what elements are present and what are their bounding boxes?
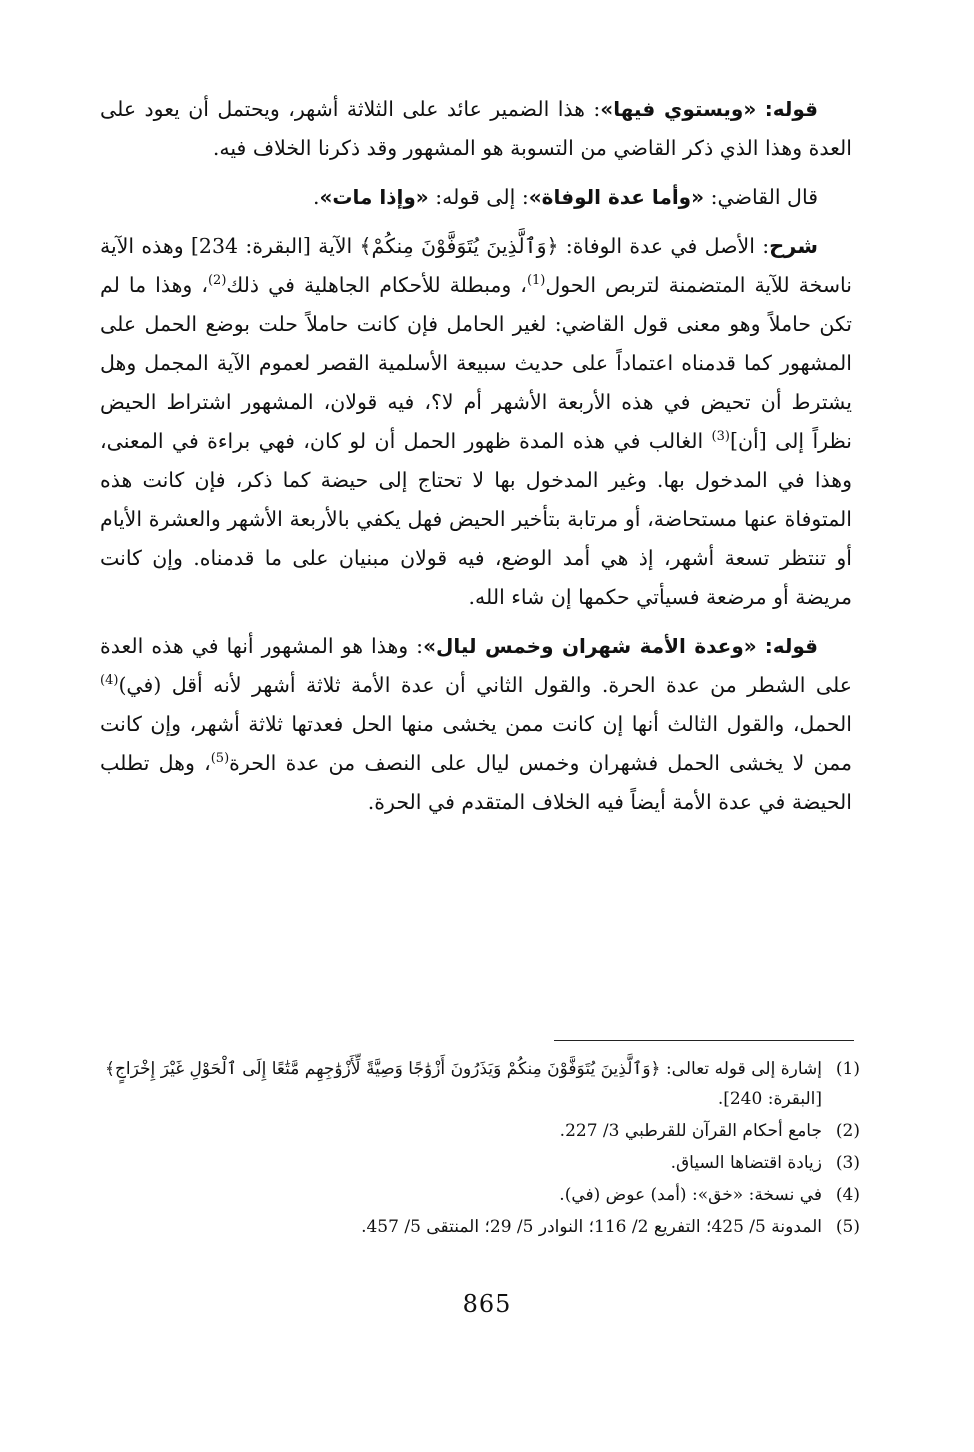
paragraph-3-text-4: الغالب في هذه المدة ظهور الحمل أن لو كان، فهي براءة في المعنى، وهذا في المدخول بها. وغير المدخول بها لا تحتاج إلى حيضة كما ذكر، فإن كانت هذه المتوفاة عنها مستحاضة، أو مرتابة بتأخير الحيض فهل يكفي بالأربعة الأشهر والعشرة الأيام أو تنتظر تسعة أشهر، إذ هي أمد الوضع، فيه قولان مبنيان على ما قدمناه. وإن كانت مريضة أو مرضعة فسيأتي حكمها إن شاء الله. [100, 429, 852, 609]
paragraph-4 [100, 627, 852, 822]
footnote-number: (3) [835, 1153, 860, 1173]
footnote-ref-1: (1) [526, 273, 546, 289]
footnote-ref-5: (5) [210, 751, 230, 767]
footnote-text: في نسخة: «خق»: (أمد) عوض (في). [559, 1185, 822, 1205]
footnote-4 [105, 1180, 860, 1210]
paragraph-1-quote: «ويستوي فيها» [600, 97, 757, 121]
paragraph-2-quote-1: «وأما عدة الوفاة» [528, 185, 705, 209]
footnote-text: المدونة 5/ 425؛ التفريع 2/ 116؛ النوادر 5/ 29؛ المنتقى 5/ 457. [361, 1217, 822, 1237]
footnote-5 [105, 1212, 860, 1242]
paragraph-1-text: : هذا الضمير عائد على الثلاثة أشهر، ويحتمل أن يعود على العدة وهذا الذي ذكر القاضي من التسوبة هو المشهور وقد ذكرنا الخلاف فيه. [100, 97, 852, 160]
footnote-3 [105, 1148, 860, 1178]
paragraph-4-quote: «وعدة الأمة شهران وخمس ليال» [423, 634, 757, 658]
paragraph-2 [100, 178, 852, 217]
paragraph-3-text-2: ، ومبطلة للأحكام الجاهلية في ذلك [226, 273, 527, 297]
paragraph-4-text-3: ، وهل تطلب الحيضة في عدة الأمة أيضاً فيه الخلاف المتقدم في الحرة. [100, 751, 852, 814]
paragraph-3-text-1: : الأصل في عدة الوفاة: ﴿وَٱلَّذِينَ يُتَوَفَّوْنَ مِنكُمْ﴾ الآية [البقرة: 234] وهذه الآية ناسخة للآية المتضمنة لتربص الحول [100, 234, 852, 297]
footnote-text: زيادة اقتضاها السياق. [670, 1153, 822, 1173]
paragraph-4-text-1: : وهذا هو المشهور أنها في هذه العدة على الشطر من عدة الحرة. والقول الثاني أن عدة الأمة ثلاثة أشهر لأنه أقل (في) [100, 634, 852, 697]
footnote-text: إشارة إلى قوله تعالى: ﴿وَٱلَّذِينَ يُتَوَفَّوْنَ مِنكُمْ وَيَذَرُونَ أَزْوَٰجًا وَصِيَّةً لِّأَزْوَٰجِهِم مَّتَٰعًا إِلَى ٱلْحَوْلِ غَيْرَ إِخْرَاجٍ﴾ [البقرة: 240]. [105, 1059, 822, 1109]
paragraph-3-label: شرح [769, 234, 818, 258]
page-number: 865 [462, 1290, 512, 1318]
footnote-ref-2: (2) [207, 273, 227, 289]
footnotes [105, 1054, 860, 1244]
footnote-number: (4) [835, 1185, 860, 1205]
footnote-2 [105, 1116, 860, 1146]
paragraph-2-post: . [312, 185, 320, 209]
footnote-number: (5) [835, 1217, 860, 1237]
paragraph-4-label: قوله: [764, 634, 818, 658]
paragraph-3-text-3: ، وهذا ما لم تكن حاملاً وهو معنى قول القاضي: لغير الحامل فإن كانت حاملاً حلت بوضع الحمل على المشهور كما قدمناه اعتماداً على حديث سبيعة الأسلمية القصر لعموم الآية المجمل وهل يشترط أن تحيض في هذه الأربعة الأشهر أم لا؟، فيه قولان، المشهور اشتراط الحيض نظراً إلى [أن] [100, 273, 852, 453]
paragraph-3 [100, 227, 852, 617]
footnote-1 [105, 1054, 860, 1114]
paragraph-2-pre: قال القاضي: [710, 185, 818, 209]
footnote-number: (1) [835, 1059, 860, 1079]
footnote-separator [554, 1040, 854, 1041]
footnote-ref-4: (4) [100, 673, 119, 689]
paragraph-1 [100, 90, 852, 168]
paragraph-1-label: قوله: [764, 97, 818, 121]
footnote-text: جامع أحكام القرآن للقرطبي 3/ 227. [559, 1121, 822, 1141]
paragraph-2-quote-2: «وإذا مات» [319, 185, 429, 209]
footnote-ref-3: (3) [711, 429, 730, 445]
footnote-number: (2) [835, 1121, 860, 1141]
paragraph-4-text-2: الحمل، والقول الثالث أنها إن كانت ممن يخشى منها الحل فعدتها ثلاثة أشهر، وإن كانت ممن لا يخشى الحمل فشهران وخمس ليال على النصف من عدة الحرة [100, 712, 852, 775]
paragraph-2-mid: : إلى قوله: [435, 185, 529, 209]
page-body [100, 90, 852, 836]
